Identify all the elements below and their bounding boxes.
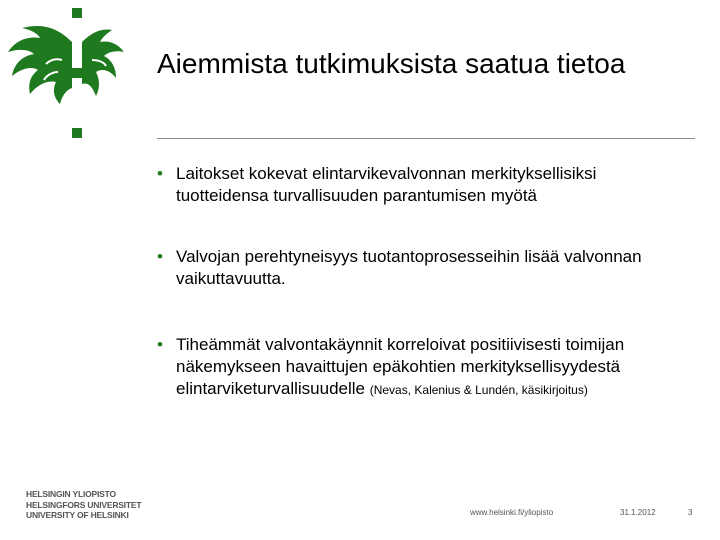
footer-url: www.helsinki.fi/yliopisto	[470, 508, 554, 517]
bullet-text: Valvojan perehtyneisyys tuotantoprosesseihin lisää valvonnan vaikuttavuutta.	[176, 247, 642, 288]
bullet-item	[157, 246, 687, 290]
bullet-item	[157, 163, 687, 207]
footer-date: 31.1.2012	[620, 508, 656, 517]
bullet-marker: •	[157, 335, 163, 354]
title-divider	[157, 138, 695, 139]
university-name-swedish: HELSINGFORS UNIVERSITET	[26, 499, 142, 510]
bullet-marker: •	[157, 247, 163, 266]
bullet-text: Tiheämmät valvontakäynnit korreloivat positiivisesti toimijan näkemykseen havaittujen epäkohtien merkityksellisyydestä elintarviketurvallisuudelle	[176, 335, 625, 398]
university-name	[26, 489, 176, 521]
citation-text: (Nevas, Kalenius & Lundén, käsikirjoitus)	[369, 383, 588, 397]
bullet-text: Laitokset kokevat elintarvikevalvonnan merkityksellisiksi tuotteidensa turvallisuuden parantumisen myötä	[176, 164, 597, 205]
slide-title: Aiemmista tutkimuksista saatua tietoa	[157, 48, 626, 79]
bullet-text-wrap	[157, 334, 687, 400]
bullet-marker: •	[157, 164, 163, 183]
bullet-item	[157, 334, 687, 400]
university-name-finnish: HELSINGIN YLIOPISTO	[26, 489, 116, 499]
university-name-english: UNIVERSITY OF HELSINKI	[26, 510, 129, 520]
page-number: 3	[688, 508, 693, 517]
university-flame-logo-icon	[0, 0, 150, 150]
